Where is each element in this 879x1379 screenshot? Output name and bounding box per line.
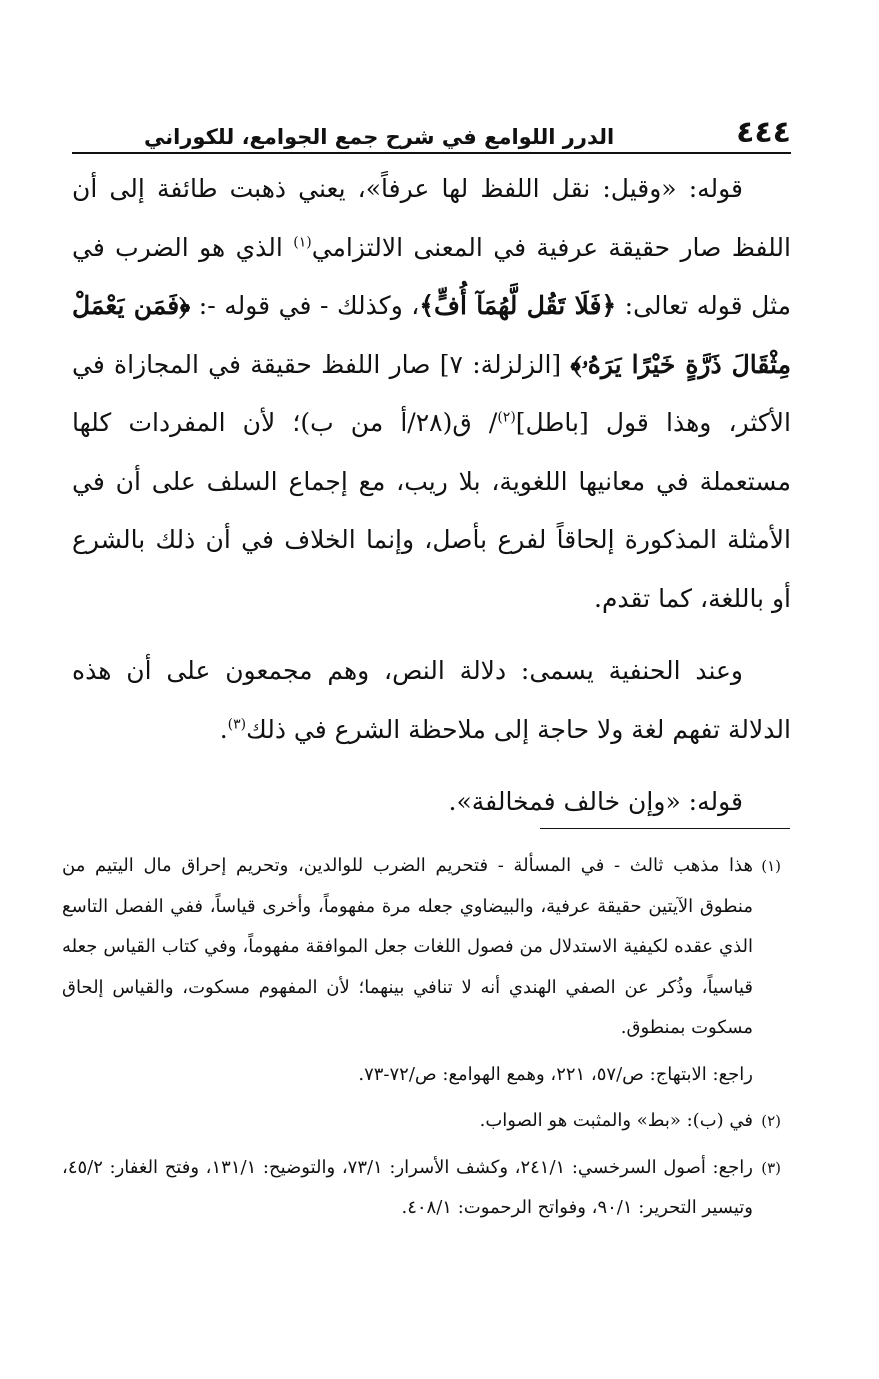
paragraph-1-part-b: الذي هو الضرب في مثل قوله تعالى: xyxy=(72,232,792,320)
paragraph-2 xyxy=(72,642,791,759)
footnotes xyxy=(62,846,781,1229)
page-number: ٤٤٤ xyxy=(736,115,791,150)
footnote-3-text: راجع: أصول السرخسي: ٢٤١/١، وكشف الأسرار: ٧٣/١، والتوضيح: ١٣١/١، وفتح الغفار: ٤٥/٢، وتيسير التحرير: ٩٠/١، وفواتح الرحموت: ٤٠٨/١. xyxy=(62,1156,753,1218)
paragraph-2-text: وعند الحنفية يسمى: دلالة النص، وهم مجمعون على أن هذه الدلالة تفهم لغة ولا حاجة إلى ملاحظة الشرع في ذلك xyxy=(72,656,791,744)
footnote-2-number: (٢) xyxy=(761,1112,781,1130)
paragraph-1-part-e: / ق(٢٨/أ من ب)؛ لأن المفردات كلها مستعملة في معانيها اللغوية، بلا ريب، مع إجماع السلف على أن في الأمثلة المذكورة إلحاقاً لفرع بأصل، وإنما الخلاف في أن ذلك بالشرع أو باللغة، كما تقدم. xyxy=(72,408,791,613)
paragraph-1-part-d: [الزلزلة: ٧] صار اللفظ حقيقة في المجازاة في الأكثر، وهذا قول [باطل] xyxy=(72,349,791,437)
footnote-1-text: هذا مذهب ثالث - في المسألة - فتحريم الضرب للوالدين، وتحريم إحراق مال اليتيم من منطوق الآيتين حقيقة عرفية، والبيضاوي جعله مرة مفهوماً، وأخرى قياساً، ففي الفصل التاسع الذي عقده لكيفية الاستدلال من فصول اللغات جعل الموافقة مفهوماً، وفي كتاب القياس جعله قياسياً، وذُكر عن الصفي الهندي أنه لا تنافي بينهما؛ لأن المفهوم مسكوت، والقياس إلحاق مسكوت بمنطوق. xyxy=(62,855,753,1038)
paragraph-3: قوله: «وإن خالف فمخالفة». xyxy=(448,787,743,816)
footnote-1 xyxy=(62,846,781,1049)
paragraph-2-end: . xyxy=(219,714,228,744)
footnote-ref-1[interactable]: (١) xyxy=(293,234,312,251)
paragraph-1 xyxy=(72,160,791,628)
footnote-1-reference: راجع: الابتهاج: ص/٥٧، ٢٢١، وهمع الهوامع: ص/٧٢-٧٣. xyxy=(358,1063,753,1085)
paragraph-1-part-a: قوله: «وقيل: نقل اللفظ لها عرفاً»، يعني ذهبت طائفة إلى أن اللفظ صار حقيقة عرفية في المعنى الالتزامي xyxy=(72,174,791,262)
footnote-2-text: في (ب): «بط» والمثبت هو الصواب. xyxy=(479,1110,753,1131)
paragraph-1-part-c: ، وكذلك - في قوله -: xyxy=(190,291,420,320)
book-title: الدرر اللوامع في شرح جمع الجوامع، للكوراني xyxy=(144,125,615,149)
main-text xyxy=(72,160,791,832)
quran-verse-2: ﴿فَمَن يَعْمَلْ مِثْقَالَ ذَرَّةٍ خَيْرًا يَرَهُۥ﴾ xyxy=(72,291,791,379)
footnote-3 xyxy=(62,1148,781,1229)
footnote-ref-2[interactable]: (٢) xyxy=(497,409,516,426)
footnote-1-number: (١) xyxy=(761,857,781,875)
running-header xyxy=(72,104,791,154)
footnote-ref-3[interactable]: (٣) xyxy=(227,716,247,733)
footnote-3-number: (٣) xyxy=(761,1158,781,1177)
footnote-separator xyxy=(540,828,790,829)
quran-verse-1: ﴿فَلَا تَقُل لَّهُمَآ أُفٍّ﴾ xyxy=(419,291,617,320)
footnote-2 xyxy=(62,1101,781,1142)
